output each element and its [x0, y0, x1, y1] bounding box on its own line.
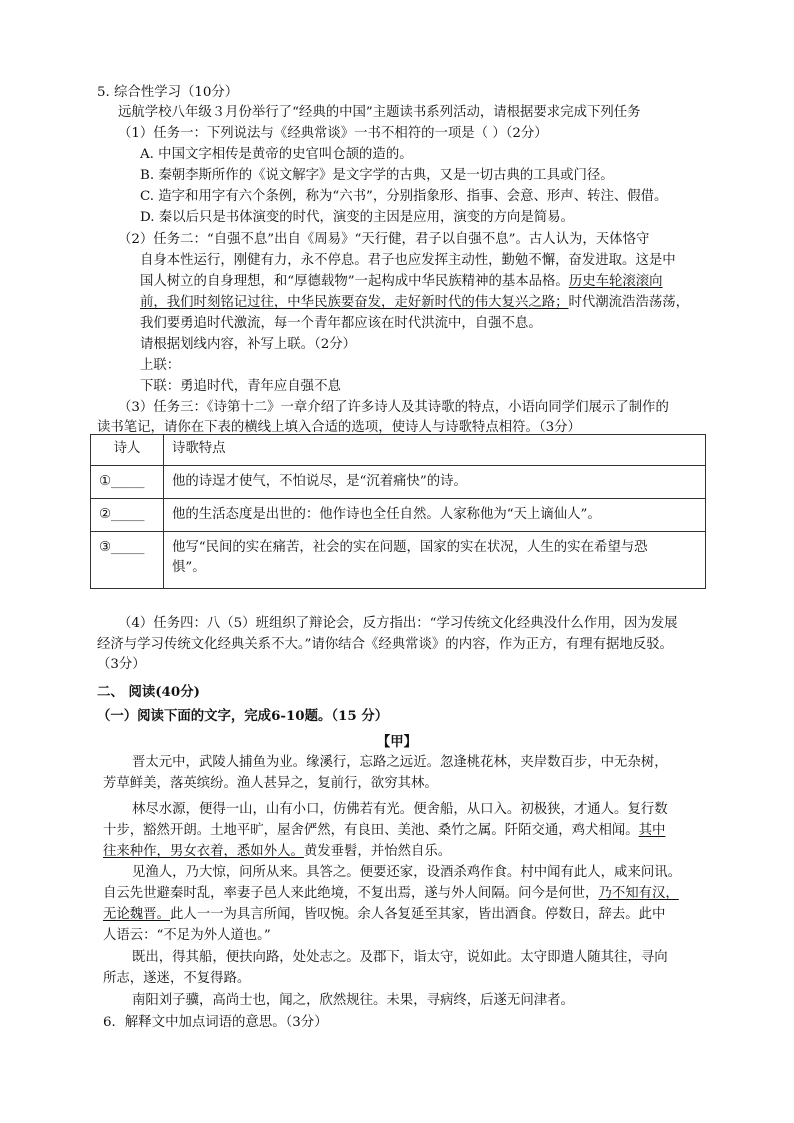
- task2-underline-a: 历史车轮滚滚向: [568, 274, 663, 289]
- task1-option-d: D. 秦以后只是书体演变的时代，演变的主因是应用，演变的方向是简易。: [140, 210, 574, 225]
- table-cell-feature-1: 他的诗逞才使气，不怕说尽，是“沉着痛快”的诗。: [164, 466, 706, 499]
- table-cell-poet-1[interactable]: ①_____: [91, 466, 164, 499]
- passage-p1-line-1: 晋太元中，武陵人捕鱼为业。缘溪行，忘路之远近。忽逢桃花林，夹岸数百步，中无杂树，: [132, 755, 668, 770]
- passage-p2-underline-2: 往来种作，男女衣着，悉如外人。: [103, 844, 304, 859]
- task2-line-1: （2）任务二：“自强不息”出自《周易》“天行健，君子以自强不息”。古人认为，天体恪守: [118, 232, 650, 247]
- passage-p2-tail: 黄发垂髫，并怡然自乐。: [303, 844, 452, 859]
- table-header-feature: 诗歌特点: [164, 435, 706, 466]
- table-cell-feature-3-line-2: 惧”。: [172, 560, 206, 575]
- table-row: [91, 499, 706, 532]
- passage-p2-line-3: [103, 842, 451, 862]
- section2-sub: （一）阅读下面的文字，完成6-10题。（15 分）: [97, 708, 389, 724]
- task2-line-4: [140, 293, 689, 313]
- table-cell-feature-3: [164, 532, 706, 589]
- table-cell-poet-3[interactable]: ③_____: [91, 532, 164, 589]
- task2-line-2: 自身本性运行，刚健有力，永不停息。君子也应发挥主动性，勤勉不懈，奋发进取。这是中: [140, 253, 676, 268]
- poet-table: [90, 434, 706, 589]
- passage-p5: 南阳刘子骥，高尚士也，闻之，欣然规往。未果，寻病终，后遂无问津者。: [132, 993, 574, 1008]
- passage-jia-label: 【甲】: [376, 734, 418, 750]
- passage-p3-line-1: 见渔人，乃大惊，问所从来。具答之。便要还家，设酒杀鸡作食。村中闻有此人，咸来问讯。: [132, 865, 682, 880]
- task4-line-1: （4）任务四：八（5）班组织了辩论会，反方指出：“学习传统文化经典没什么作用，因为发展: [118, 616, 678, 631]
- passage-p1-line-2: 芳草鲜美，落英缤纷。渔人甚异之，复前行，欲穷其林。: [103, 776, 438, 791]
- passage-p2-underline-1: 其中: [638, 823, 666, 838]
- passage-p2-line-2: [103, 821, 665, 841]
- passage-p2-line-1: 林尽水源，便得一山，山有小口，仿佛若有光。便舍船，从口入。初极狭，才通人。复行数: [132, 802, 668, 817]
- table-cell-feature-3-line-1: 他写“民间的实在痛苦，社会的实在问题，国家的实在状况，人生的实在希望与恐: [172, 540, 648, 555]
- passage-p3-line-3: [103, 905, 665, 925]
- table-row: [91, 466, 706, 499]
- task1-option-c: C. 造字和用字有六个条例，称为“六书”，分别指象形、指事、会意、形声、转注、假借。: [140, 189, 668, 204]
- task2-underline-b: 前，我们时刻铭记过往，中华民族要奋发，走好新时代的伟大复兴之路；: [140, 295, 569, 310]
- passage-p3-line-2-text: 自云先世避秦时乱，率妻子邑人来此绝境，不复出焉，遂与外人间隔。问今是何世，: [103, 886, 599, 901]
- task4-line-3: （3分）: [97, 657, 146, 672]
- section2-heading: 二、 阅读(40分): [97, 684, 200, 700]
- passage-p4-line-1: 既出，得其船，便扶向路，处处志之。及郡下，诣太守，说如此。太守即遣人随其往，寻向: [132, 950, 668, 965]
- task2-line-5: 我们要勇追时代激流，每一个青年都应该在时代洪流中，自强不息。: [140, 316, 542, 331]
- task1-stem: （1）任务一：下列说法与《经典常谈》一书不相符的一项是（ ）（2分）: [118, 126, 548, 141]
- task2-lower-couplet: 下联：勇追时代，青年应自强不息: [140, 379, 341, 394]
- task4-line-2: 经济与学习传统文化经典关系不大。”请你结合《经典常谈》的内容，作为正方，有理有据地反驳。: [97, 637, 673, 652]
- passage-p3-line-3-text: 此人一一为具言所闻，皆叹惋。余人各复延至其家，皆出酒食。停数日，辞去。此中: [169, 907, 666, 922]
- task2-upper-couplet: 上联：: [140, 358, 181, 373]
- passage-p4-line-2: 所志，遂迷，不复得路。: [103, 971, 251, 986]
- passage-p3-line-2: [103, 884, 679, 904]
- task2-after-underline: 时代潮流浩浩荡荡，: [568, 295, 690, 310]
- passage-p3-underline-1: 乃不知有汉，: [598, 886, 679, 901]
- table-header-poet: 诗人: [91, 435, 164, 466]
- question-6: 6．解释文中加点词语的意思。（3分）: [103, 1015, 328, 1030]
- q5-heading: 5. 综合性学习（10分）: [97, 85, 239, 100]
- table-cell-poet-2[interactable]: ②_____: [91, 499, 164, 532]
- task3-line-1: （3）任务三：《诗第十二》一章介绍了许多诗人及其诗歌的特点，小语向同学们展示了制作的: [118, 400, 669, 415]
- task3-line-2: 读书笔记，请你在下表的横线上填入合适的选项，使诗人与诗歌特点相符。（3分）: [97, 420, 581, 435]
- task1-option-b: B. 秦朝李斯所作的《说文解字》是文字学的古典，又是一切古典的工具或门径。: [140, 168, 614, 183]
- task1-option-a: A. 中国文字相传是黄帝的史官叫仓颉的造的。: [140, 147, 413, 162]
- table-header-row: [91, 435, 706, 466]
- task2-line-3-text: 国人树立的自身理想，和“厚德载物”一起构成中华民族精神的基本品格。: [140, 274, 569, 289]
- passage-p3-line-4: 人语云：“不足为外人道也。”: [103, 928, 271, 943]
- task2-prompt: 请根据划线内容，补写上联。（2分）: [140, 337, 357, 352]
- passage-p3-underline-2: 无论魏晋。: [103, 907, 170, 922]
- table-cell-feature-2: 他的生活态度是出世的：他作诗也全任自然。人家称他为“天上谪仙人”。: [164, 499, 706, 532]
- passage-p2-line-2-text: 十步，豁然开朗。土地平旷，屋舍俨然，有良田、美池、桑竹之属。阡陌交通，鸡犬相闻。: [103, 823, 639, 838]
- q5-intro: 远航学校八年级３月份举行了“经典的中国”主题读书系列活动，请根据要求完成下列任务: [118, 105, 641, 120]
- task2-line-3: [140, 272, 663, 292]
- table-row: [91, 532, 706, 589]
